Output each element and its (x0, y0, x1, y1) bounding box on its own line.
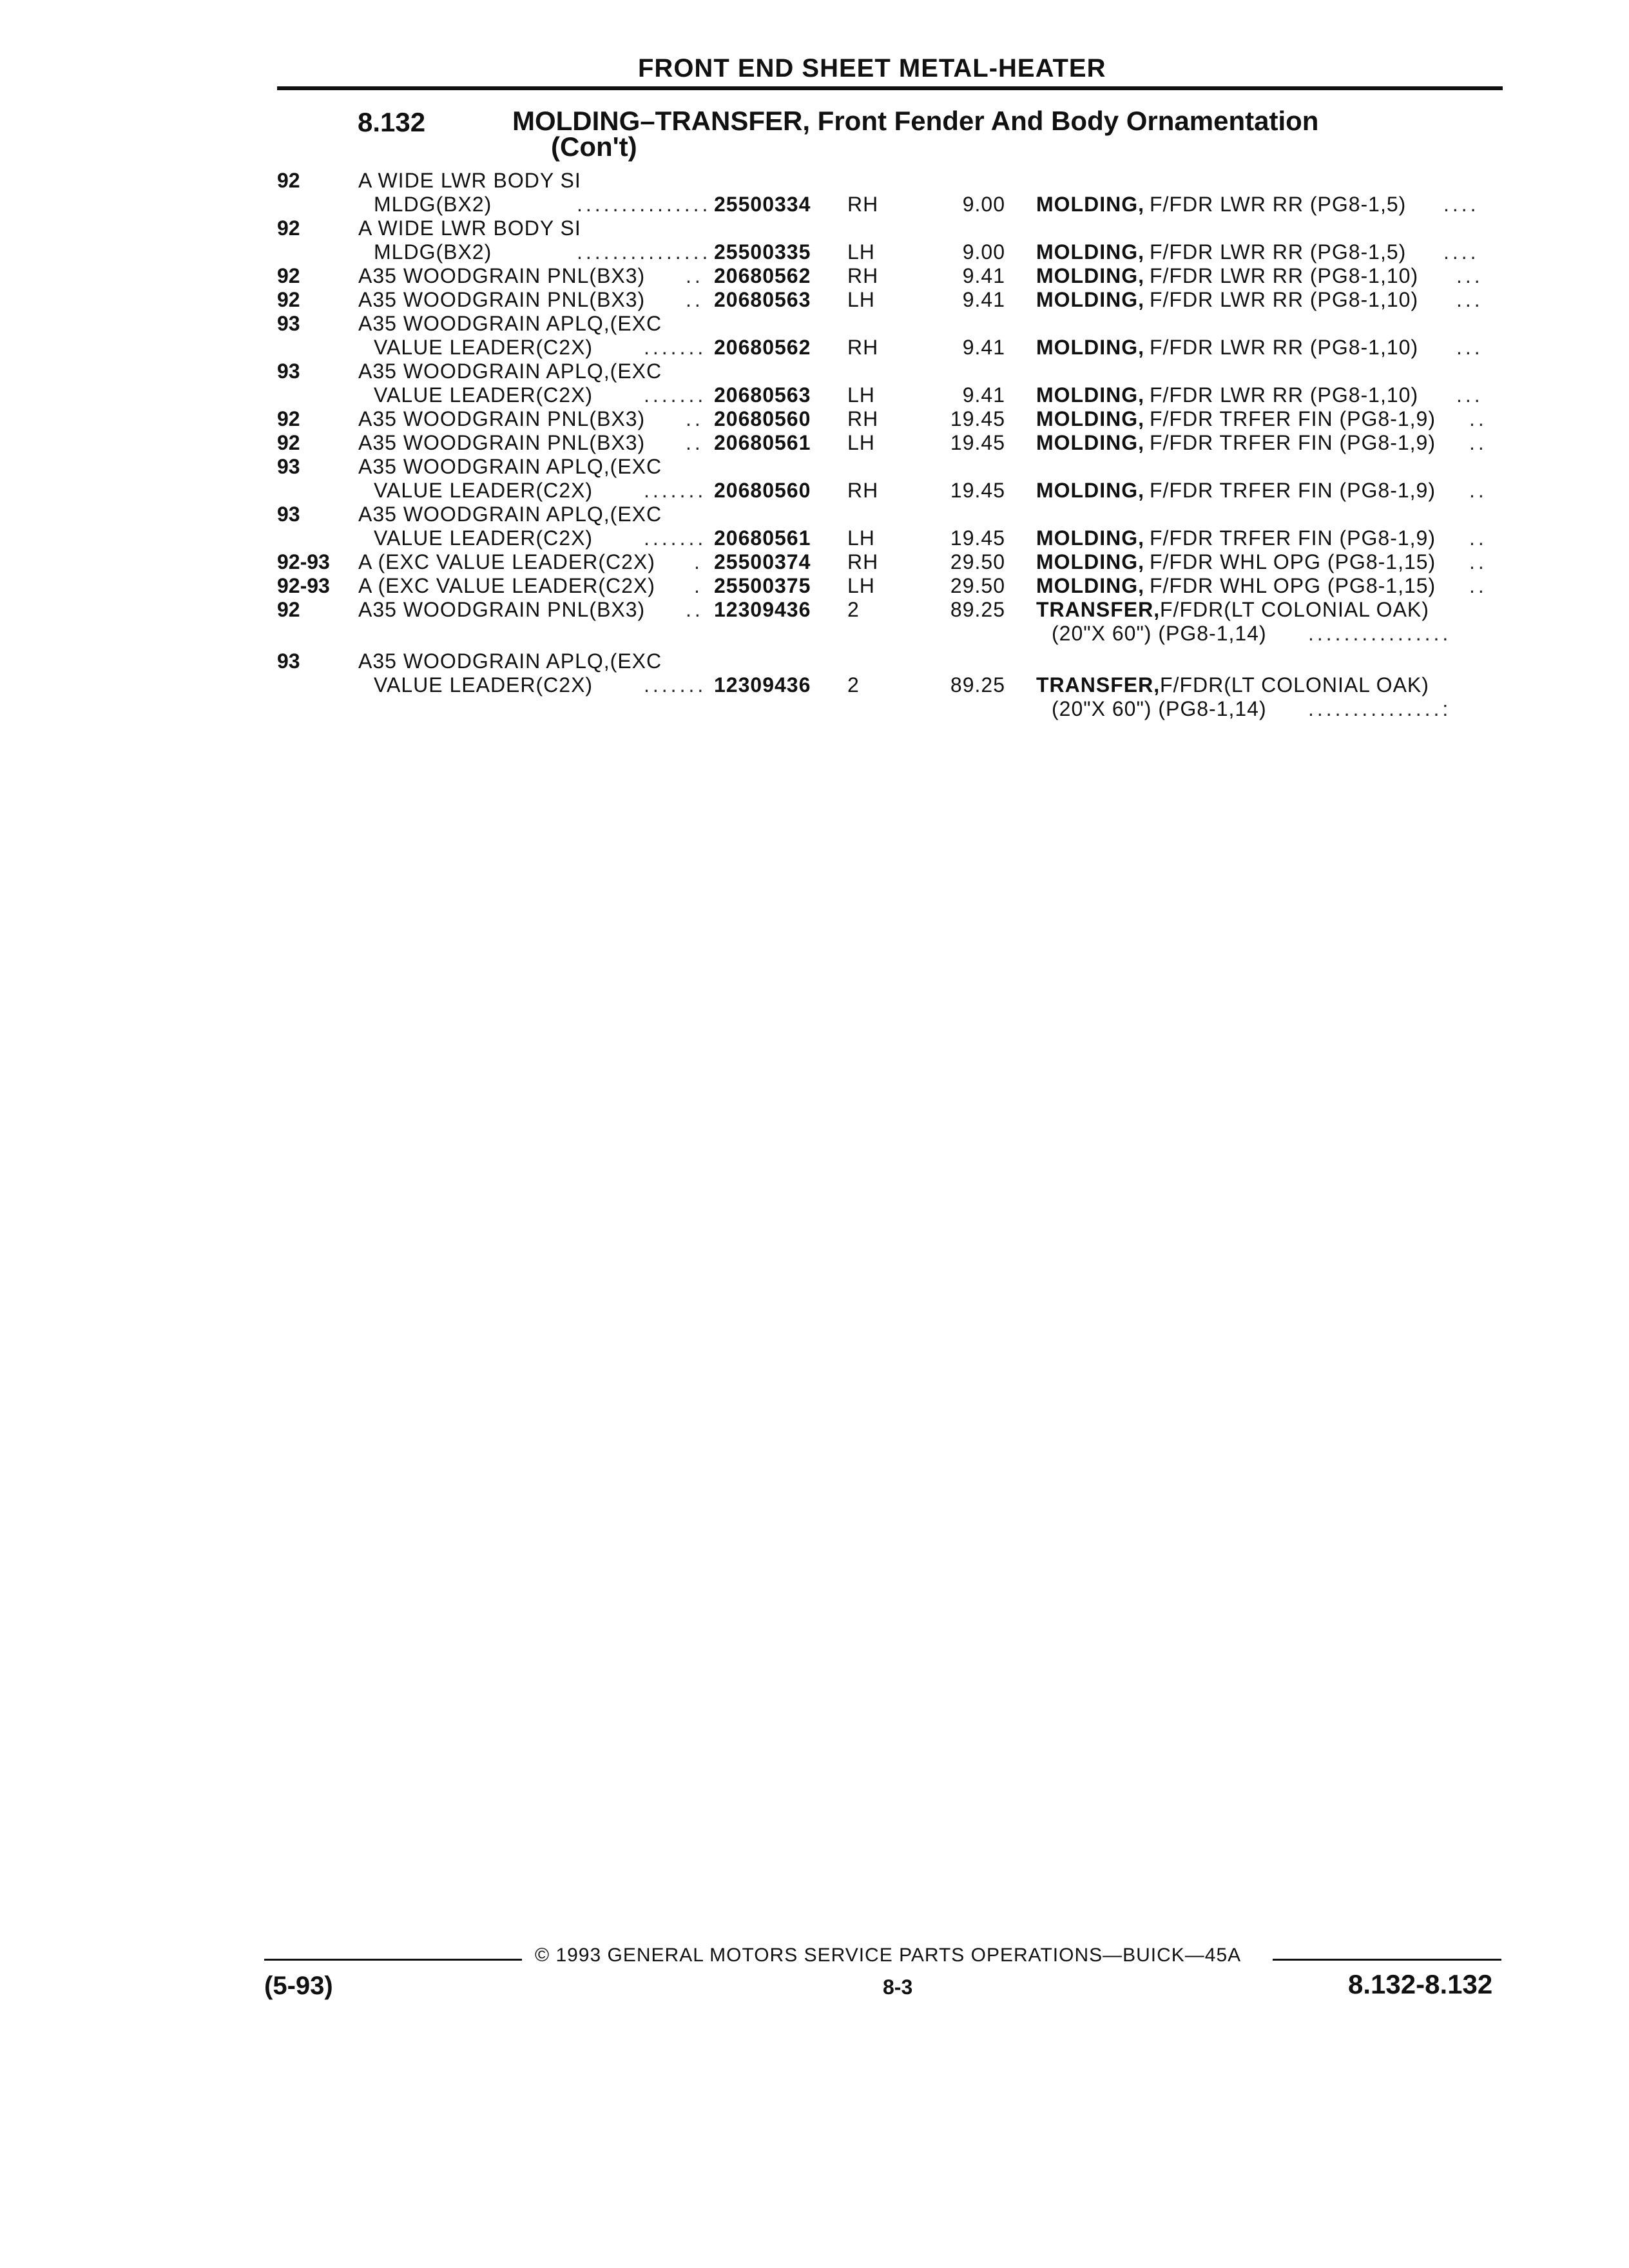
row-tail-dots: ... (1456, 288, 1483, 311)
row-part-spec: F/FDR TRFER FIN (PG8-1,9) (1150, 526, 1436, 550)
row-leader-dots: .. (686, 288, 704, 311)
row-description-cont: VALUE LEADER(C2X) (374, 479, 593, 502)
row-side: LH (847, 574, 875, 597)
row-price: 9.41 (962, 383, 1005, 407)
row-year: 92-93 (277, 550, 330, 573)
row-part-spec-cont: (20"X 60") (PG8-1,14) (1052, 697, 1267, 720)
row-price: 9.00 (962, 240, 1005, 264)
row-part-spec-cont: (20"X 60") (PG8-1,14) (1052, 622, 1267, 645)
row-part-name: MOLDING, (1036, 479, 1144, 502)
row-part-name: MOLDING, (1036, 383, 1144, 407)
row-price: 9.00 (962, 193, 1005, 216)
row-description-cont: MLDG(BX2) (374, 240, 492, 264)
row-price: 29.50 (950, 574, 1005, 597)
row-part-name: MOLDING, (1036, 574, 1144, 597)
row-tail-dots: .. (1469, 526, 1487, 550)
row-tail-dots: .. (1469, 407, 1487, 430)
page-header-title: FRONT END SHEET METAL-HEATER (638, 54, 1106, 82)
row-year: 92 (277, 169, 300, 192)
row-description: A35 WOODGRAIN PNL(BX3) (358, 407, 646, 430)
row-leader-dots: ............... (577, 193, 711, 216)
row-part-spec: F/FDR LWR RR (PG8-1,5) (1150, 240, 1407, 264)
row-price: 9.41 (962, 264, 1005, 287)
section-number: 8.132 (358, 107, 426, 137)
row-price: 9.41 (962, 288, 1005, 311)
row-leader-dots: ....... (644, 383, 707, 407)
row-description: A (EXC VALUE LEADER(C2X) (358, 574, 655, 597)
row-leader-dots: ............... (577, 240, 711, 264)
row-side: RH (847, 407, 879, 430)
row-leader-dots: .. (686, 431, 704, 454)
row-description-cont: MLDG(BX2) (374, 193, 492, 216)
row-part-number: 20680563 (714, 288, 811, 311)
row-year: 92 (277, 598, 300, 621)
footer-date: (5-93) (264, 1972, 333, 2000)
row-description-cont: VALUE LEADER(C2X) (374, 526, 593, 550)
row-description-cont: VALUE LEADER(C2X) (374, 336, 593, 359)
row-part-spec: F/FDR WHL OPG (PG8-1,15) (1150, 550, 1436, 573)
row-part-spec: F/FDR LWR RR (PG8-1,10) (1150, 288, 1419, 311)
row-part-name: MOLDING, (1036, 526, 1144, 550)
row-part-name: MOLDING, (1036, 193, 1144, 216)
row-price: 29.50 (950, 550, 1005, 573)
row-description: A35 WOODGRAIN APLQ,(EXC (358, 455, 662, 478)
row-part-number: 20680560 (714, 407, 811, 430)
row-part-name: MOLDING, (1036, 264, 1144, 287)
row-description: A35 WOODGRAIN PNL(BX3) (358, 431, 646, 454)
row-side: RH (847, 193, 879, 216)
row-leader-dots: .. (686, 264, 704, 287)
row-side: RH (847, 550, 879, 573)
row-tail-dots: .. (1469, 574, 1487, 597)
row-description: A35 WOODGRAIN PNL(BX3) (358, 288, 646, 311)
section-title: MOLDING–TRANSFER, Front Fender And Body Ornamentation (512, 106, 1319, 136)
row-leader-dots: . (694, 550, 703, 573)
row-part-spec: F/FDR TRFER FIN (PG8-1,9) (1150, 407, 1436, 430)
row-side: 2 (847, 673, 860, 697)
row-part-number: 20680561 (714, 526, 811, 550)
row-part-name: MOLDING, (1036, 288, 1144, 311)
row-tail-dots: ... (1456, 336, 1483, 359)
row-part-spec: F/FDR LWR RR (PG8-1,10) (1150, 264, 1419, 287)
row-tail-dots: .. (1469, 431, 1487, 454)
row-price: 89.25 (950, 673, 1005, 697)
footer-rule-right (1273, 1959, 1501, 1961)
row-side: LH (847, 240, 875, 264)
row-part-name: MOLDING, (1036, 240, 1144, 264)
row-side: 2 (847, 598, 860, 621)
row-side: LH (847, 383, 875, 407)
row-description: A35 WOODGRAIN APLQ,(EXC (358, 649, 662, 673)
footer-page-number: 8-3 (883, 1975, 913, 1999)
row-leader-dots: ....... (644, 526, 707, 550)
row-side: RH (847, 336, 879, 359)
row-year: 92 (277, 264, 300, 287)
footer-rule-left (264, 1959, 522, 1961)
row-description-cont: VALUE LEADER(C2X) (374, 383, 593, 407)
row-year: 93 (277, 649, 300, 673)
row-part-number: 20680561 (714, 431, 811, 454)
row-leader-dots: ....... (644, 479, 707, 502)
row-tail-dots: .. (1469, 550, 1487, 573)
row-part-number: 25500334 (714, 193, 811, 216)
footer-copyright: © 1993 GENERAL MOTORS SERVICE PARTS OPERATIONS—BUICK—45A (535, 1945, 1242, 1966)
row-description: A35 WOODGRAIN PNL(BX3) (358, 264, 646, 287)
row-price: 19.45 (950, 526, 1005, 550)
row-part-spec: F/FDR(LT COLONIAL OAK) (1160, 673, 1429, 697)
row-part-name: TRANSFER, (1036, 673, 1161, 697)
row-part-number: 20680562 (714, 336, 811, 359)
row-description: A35 WOODGRAIN APLQ,(EXC (358, 503, 662, 526)
row-tail-dots: .... (1443, 240, 1480, 264)
header-rule (277, 86, 1503, 90)
row-price: 19.45 (950, 431, 1005, 454)
row-price: 9.41 (962, 336, 1005, 359)
row-price: 19.45 (950, 479, 1005, 502)
row-description-cont: VALUE LEADER(C2X) (374, 673, 593, 697)
row-year: 93 (277, 503, 300, 526)
row-part-spec: F/FDR TRFER FIN (PG8-1,9) (1150, 479, 1436, 502)
row-part-spec: F/FDR WHL OPG (PG8-1,15) (1150, 574, 1436, 597)
row-year: 92-93 (277, 574, 330, 597)
row-year: 93 (277, 455, 300, 478)
row-price: 89.25 (950, 598, 1005, 621)
row-side: LH (847, 288, 875, 311)
row-cont-dots: ...............: (1308, 697, 1452, 720)
row-part-number: 12309436 (714, 673, 811, 697)
section-continued: (Con't) (551, 131, 637, 162)
row-tail-dots: .. (1469, 479, 1487, 502)
row-year: 92 (277, 407, 300, 430)
row-part-spec: F/FDR LWR RR (PG8-1,10) (1150, 383, 1419, 407)
row-leader-dots: . (694, 574, 703, 597)
row-leader-dots: .. (686, 598, 704, 621)
row-description: A WIDE LWR BODY SI (358, 169, 581, 192)
row-description: A WIDE LWR BODY SI (358, 216, 581, 240)
row-part-number: 25500335 (714, 240, 811, 264)
row-part-number: 12309436 (714, 598, 811, 621)
row-description: A35 WOODGRAIN APLQ,(EXC (358, 360, 662, 383)
row-part-number: 25500374 (714, 550, 811, 573)
footer-section-range: 8.132-8.132 (1348, 1969, 1493, 1999)
row-part-name: MOLDING, (1036, 336, 1144, 359)
row-side: RH (847, 264, 879, 287)
row-part-name: TRANSFER, (1036, 598, 1161, 621)
row-leader-dots: .. (686, 407, 704, 430)
row-description: A35 WOODGRAIN APLQ,(EXC (358, 312, 662, 335)
row-part-name: MOLDING, (1036, 550, 1144, 573)
row-part-number: 20680562 (714, 264, 811, 287)
row-part-name: MOLDING, (1036, 431, 1144, 454)
row-year: 93 (277, 360, 300, 383)
row-year: 92 (277, 288, 300, 311)
row-side: LH (847, 431, 875, 454)
row-leader-dots: ....... (644, 673, 707, 697)
row-year: 93 (277, 312, 300, 335)
row-price: 19.45 (950, 407, 1005, 430)
row-part-name: MOLDING, (1036, 407, 1144, 430)
row-year: 92 (277, 431, 300, 454)
row-description: A35 WOODGRAIN PNL(BX3) (358, 598, 646, 621)
row-tail-dots: ... (1456, 264, 1483, 287)
row-leader-dots: ....... (644, 336, 707, 359)
row-part-spec: F/FDR(LT COLONIAL OAK) (1160, 598, 1429, 621)
row-part-spec: F/FDR LWR RR (PG8-1,5) (1150, 193, 1407, 216)
row-tail-dots: .... (1443, 193, 1480, 216)
row-cont-dots: ................ (1308, 622, 1452, 645)
row-part-number: 20680563 (714, 383, 811, 407)
row-part-number: 25500375 (714, 574, 811, 597)
row-year: 92 (277, 216, 300, 240)
row-tail-dots: ... (1456, 383, 1483, 407)
row-part-number: 20680560 (714, 479, 811, 502)
row-side: RH (847, 479, 879, 502)
row-part-spec: F/FDR TRFER FIN (PG8-1,9) (1150, 431, 1436, 454)
row-side: LH (847, 526, 875, 550)
row-description: A (EXC VALUE LEADER(C2X) (358, 550, 655, 573)
row-part-spec: F/FDR LWR RR (PG8-1,10) (1150, 336, 1419, 359)
